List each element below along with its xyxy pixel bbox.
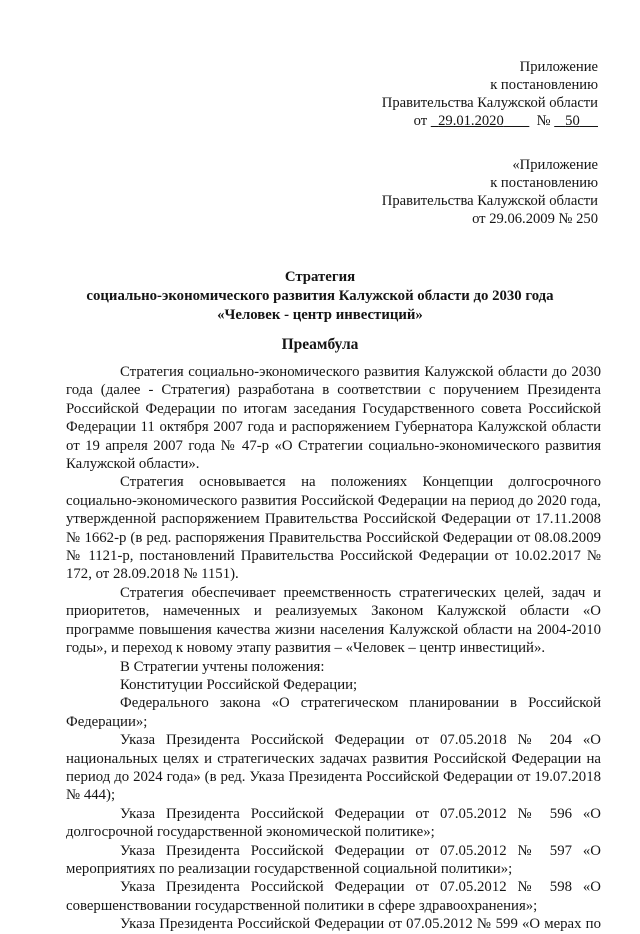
paragraph-11: Указа Президента Российской Федерации от 07.05.2012 № 599 «О мерах по [120, 916, 601, 933]
approval-stamp-current [382, 58, 598, 130]
approval-number: 50 [565, 113, 580, 129]
document-title [40, 268, 600, 325]
approval-number-label: № [536, 113, 551, 129]
approval-date: 29.01.2020 [438, 113, 504, 129]
original-line-2: к постановлению [490, 175, 598, 191]
paragraph-5: Конституции Российской Федерации; [120, 676, 358, 693]
original-line-4: от 29.06.2009 № 250 [472, 211, 598, 227]
approval-stamp-original [382, 156, 598, 228]
document-body [66, 363, 601, 934]
paragraph-6: Федерального закона «О стратегическом планировании в Российской Федерации»; [66, 695, 601, 730]
title-line-2: социально-экономического развития Калужской области до 2030 года [86, 288, 554, 304]
original-line-1: «Приложение [512, 157, 598, 173]
paragraph-10: Указа Президента Российской Федерации от 07.05.2012 № 598 «О совершенствовании государственной политики в сфере здравоохранения»; [66, 879, 601, 914]
approval-line-2: к постановлению [490, 77, 598, 93]
paragraph-4: В Стратегии учтены положения: [120, 658, 325, 675]
title-line-1: Стратегия [284, 269, 356, 285]
approval-line-3: Правительства Калужской области [381, 95, 598, 111]
title-line-3: «Человек - центр инвестиций» [217, 307, 423, 323]
paragraph-3: Стратегия обеспечивает преемственность стратегических целей, задач и приоритетов, намеченных и реализуемых Законом Калужской области «О программе повышения качества жизни населения Калужской области на 2004-2010 годы», и переход к новому этапу развития – «Человек – центр инвестиций». [66, 584, 601, 657]
paragraph-2: Стратегия основывается на положениях Концепции долгосрочного социально-экономического развития Российской Федерации на период до 2020 года, утвержденной распоряжением Правительства Российской Федерации от 17.11.2008 № 1662-р (в ред. распоряжения Правительства Российской Федерации от 08.08.2009 № 1121-р, постановлений Правительства Российской Федерации от 10.02.2017 № 172, от 28.09.2018 № 1151). [66, 474, 601, 583]
approval-from-label: от [413, 113, 428, 129]
paragraph-7: Указа Президента Российской Федерации от 07.05.2018 № 204 «О национальных целях и стратегических задачах развития Российской Федерации на период до 2024 года» (в ред. Указа Президента Российской Федерации от 19.07.2018 № 444); [66, 732, 601, 804]
paragraph-9: Указа Президента Российской Федерации от 07.05.2012 № 597 «О мероприятиях по реализации государственной социальной политики»; [66, 842, 601, 877]
approval-line-1: Приложение [519, 59, 598, 75]
paragraph-8: Указа Президента Российской Федерации от 07.05.2012 № 596 «О долгосрочной государственной экономической политике»; [66, 805, 601, 841]
original-line-3: Правительства Калужской области [381, 193, 598, 209]
paragraph-1: Стратегия социально-экономического развития Калужской области до 2030 года (далее - Стратегия) разработана в соответствии с поручением Президента Российской Федерации по итогам заседания Государственного совета Российской Федерации 11 октября 2007 года и распоряжением Губернатора Калужской области от 19 апреля 2007 года № 47-р «О Стратегии социально-экономического развития Калужской области». [66, 364, 601, 473]
approval-date-line [382, 112, 598, 130]
section-heading: Преамбула [281, 336, 359, 353]
